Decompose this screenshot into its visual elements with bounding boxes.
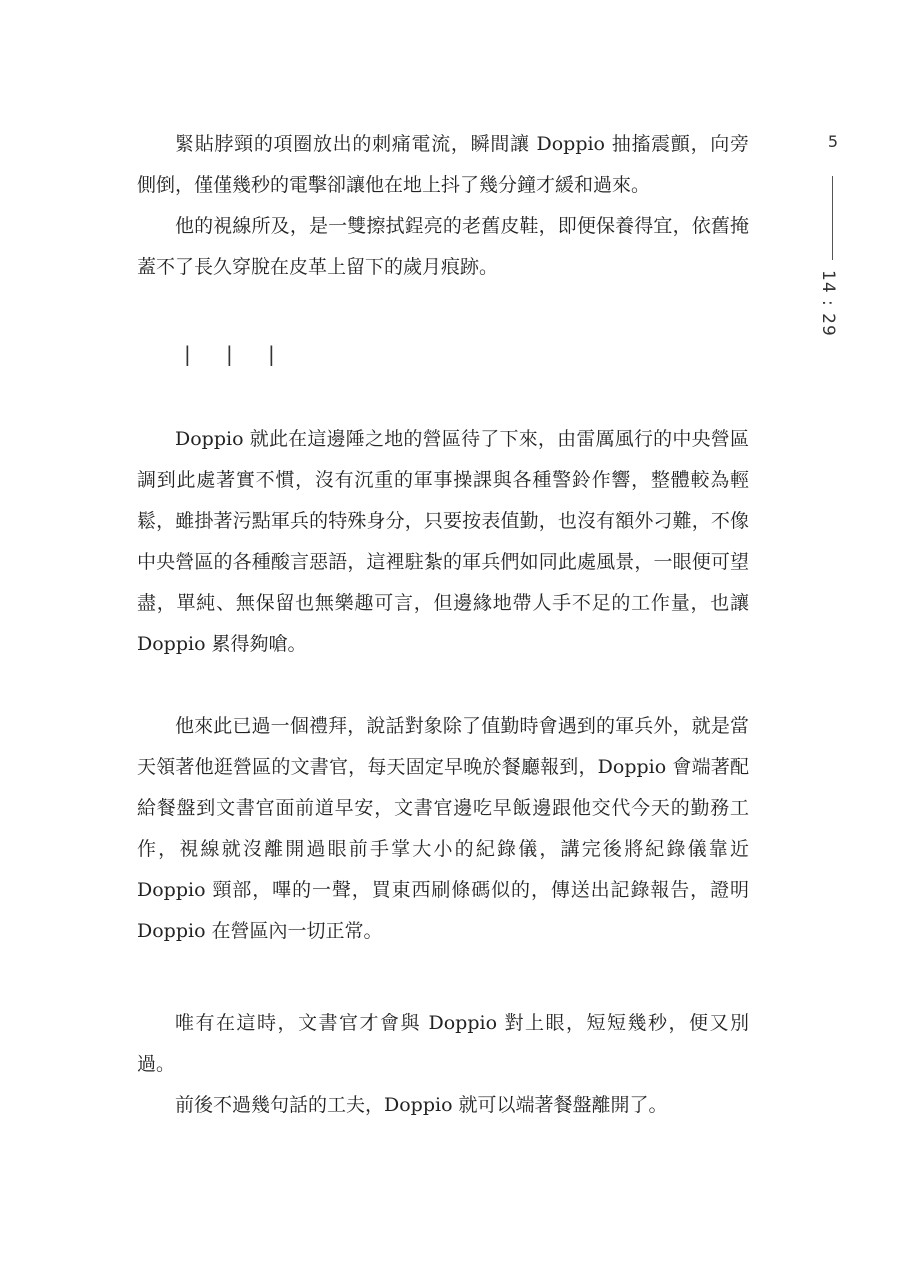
text-section-2: [137, 419, 749, 665]
text-section-1: [137, 124, 749, 288]
paragraph: 唯有在這時，文書官才會與 Doppio 對上眼，短短幾秒，便又別過。: [137, 1012, 749, 1075]
chapter-label: 14 : 29: [818, 270, 838, 337]
section-divider: [184, 344, 274, 364]
page-number: 5: [827, 132, 839, 151]
divider-mark: |: [184, 342, 191, 366]
paragraph: Doppio 就此在這邊陲之地的營區待了下來，由雷厲風行的中央營區調到此處著實不慣，沒有沉重的軍事操課與各種警鈴作響，整體較為輕鬆，雖掛著污點軍兵的特殊身分，只要按表值勤，也沒有額外刁難，不像中央營區的各種酸言惡語，這裡駐紮的軍兵們如同此處風景，一眼便可望盡，單純、無保留也無樂趣可言，但邊緣地帶人手不足的工作量，也讓 Doppio 累得夠嗆。: [137, 428, 749, 655]
side-rule: [832, 176, 833, 260]
paragraph: 前後不過幾句話的工夫，Doppio 就可以端著餐盤離開了。: [175, 1094, 668, 1116]
paragraph: 他來此已過一個禮拜，說話對象除了值勤時會遇到的軍兵外，就是當天領著他逛營區的文書官，每天固定早晚於餐廳報到，Doppio 會端著配給餐盤到文書官面前道早安，文書官邊吃早飯邊跟他交代今天的勤務工作，視線就沒離開過眼前手掌大小的紀錄儀，講完後將紀錄儀靠近 Doppio 頸部，嗶的一聲，買東西刷條碼似的，傳送出記錄報告，證明 Doppio 在營區內一切正常。: [137, 715, 749, 942]
paragraph: 他的視線所及，是一雙擦拭鋥亮的老舊皮鞋，即便保養得宜，依舊掩蓋不了長久穿脫在皮革上留下的歲月痕跡。: [137, 215, 749, 278]
paragraph: 緊貼脖頸的項圈放出的刺痛電流，瞬間讓 Doppio 抽搐震顫，向旁側倒，僅僅幾秒的電擊卻讓他在地上抖了幾分鐘才緩和過來。: [137, 133, 749, 196]
divider-mark: |: [268, 342, 275, 366]
text-section-3: [137, 706, 749, 952]
text-section-4: [137, 1003, 749, 1126]
divider-mark: |: [226, 342, 233, 366]
